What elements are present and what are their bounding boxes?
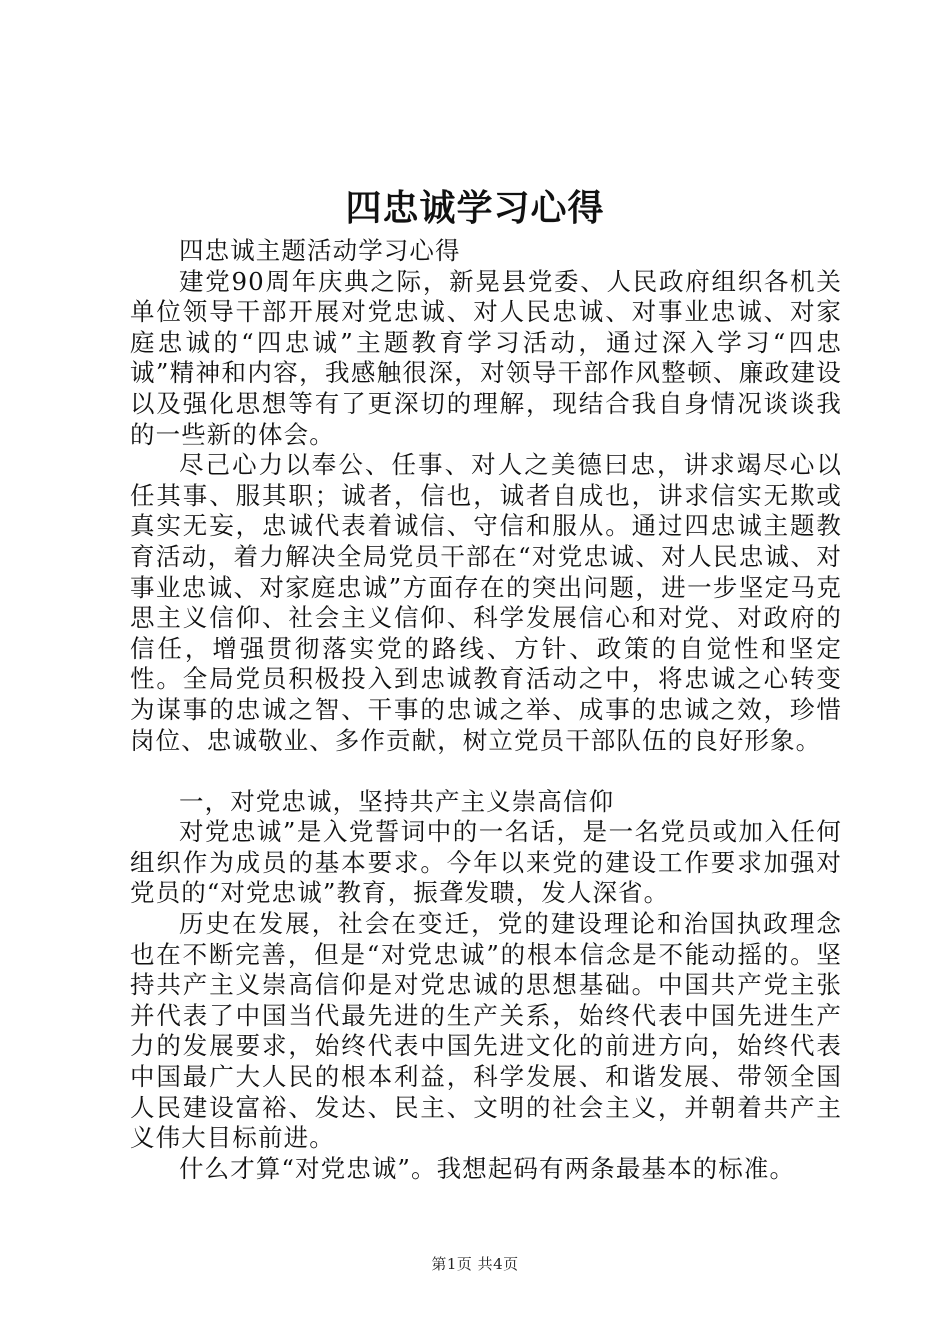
body-paragraph: 什么才算“对党忠诚”。我想起码有两条最基本的标准。 xyxy=(179,1153,796,1183)
page-number-footer: 第1页 共4页 xyxy=(431,1255,519,1273)
body-paragraph: 历史在发展，社会在变迁，党的建设理论和治国执政理念也在不断完善，但是“对党忠诚”的根本信念是不能动摇的。坚持共产主义崇高信仰是对党忠诚的思想基础。中国共产党主张并代表了中国当代最先进的生产关系，始终代表中国先进生产力的发展要求，始终代表中国先进文化的前进方向，始终代表中国最广大人民的根本利益，科学发展、和谐发展、带领全国人民建设富裕、发达、民主、文明的社会主义，并朝着共产主义伟大目标前进。 xyxy=(130,909,842,1153)
subtitle-paragraph: 四忠诚主题活动学习心得 xyxy=(179,236,461,265)
body-paragraph: 建党90周年庆典之际，新晃县党委、人民政府组织各机关单位领导干部开展对党忠诚、对人民忠诚、对事业忠诚、对家庭忠诚的“四忠诚”主题教育学习活动，通过深入学习“四忠诚”精神和内容，我感触很深，对领导干部作风整顿、廉政建设以及强化思想等有了更深切的理解，现结合我自身情况谈谈我的一些新的体会。 xyxy=(130,266,842,449)
section-heading: 一，对党忠诚，坚持共产主义崇高信仰 xyxy=(179,786,615,816)
document-title: 四忠诚学习心得 xyxy=(345,187,605,229)
document-body xyxy=(130,236,842,1184)
body-paragraph: 尽己心力以奉公、任事、对人之美德曰忠，讲求竭尽心以任其事、服其职；诚者，信也，诚者自成也，讲求信实无欺或真实无妄，忠诚代表着诚信、守信和服从。通过四忠诚主题教育活动，着力解决全局党员干部在“对党忠诚、对人民忠诚、对事业忠诚、对家庭忠诚”方面存在的突出问题，进一步坚定马克思主义信仰、社会主义信仰、科学发展信心和对党、对政府的信任，增强贯彻落实党的路线、方针、政策的自觉性和坚定性。全局党员积极投入到忠诚教育活动之中，将忠诚之心转变为谋事的忠诚之智、干事的忠诚之举、成事的忠诚之效，珍惜岗位、忠诚敬业、多作贡献，树立党员干部队伍的良好形象。 xyxy=(130,450,842,755)
body-paragraph: 对党忠诚”是入党誓词中的一名话，是一名党员或加入任何组织作为成员的基本要求。今年以来党的建设工作要求加强对党员的“对党忠诚”教育，振聋发聩，发人深省。 xyxy=(130,817,842,908)
